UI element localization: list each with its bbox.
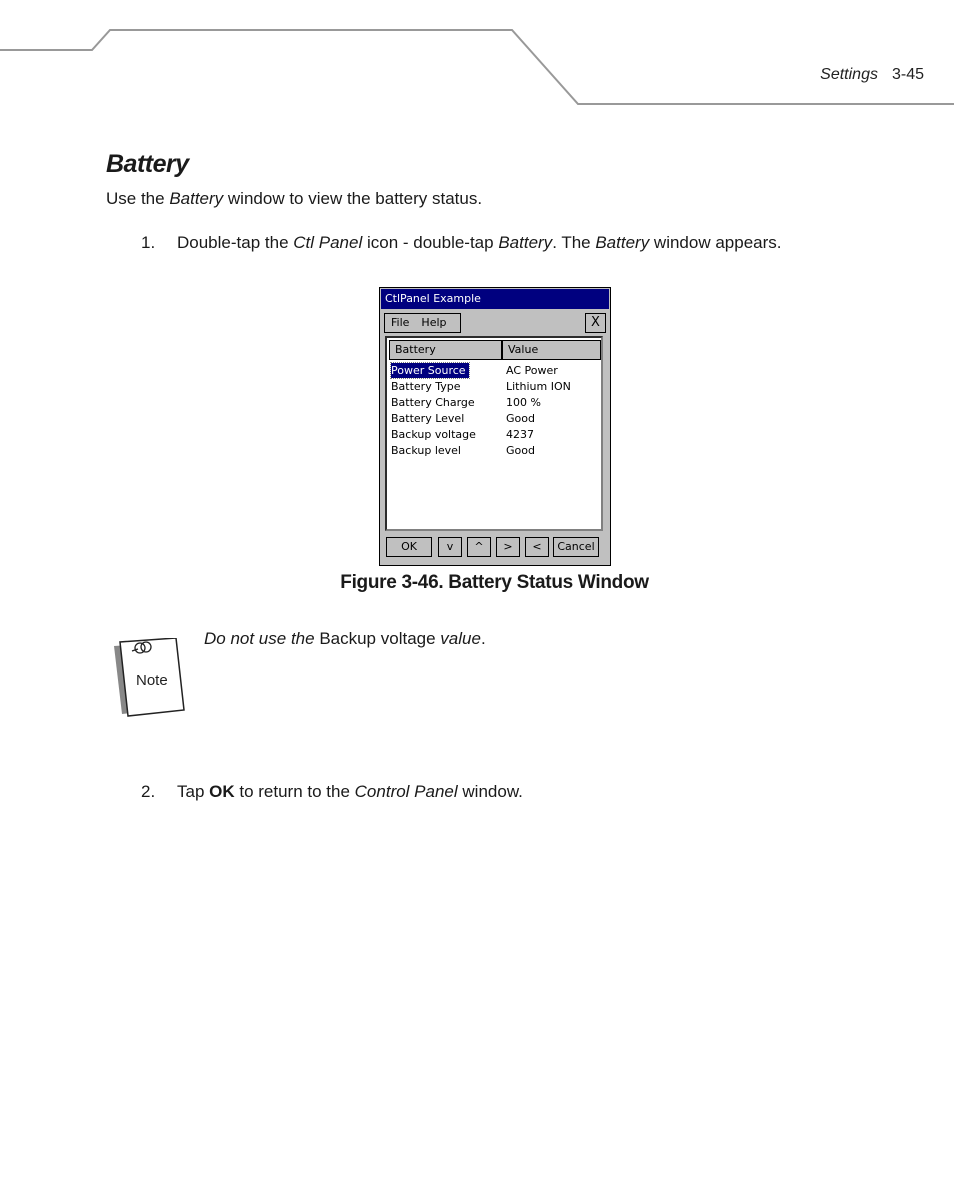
- note-italic: value: [435, 629, 481, 648]
- list-header: [389, 340, 599, 360]
- intro-text: Use the: [106, 189, 170, 208]
- note-icon-label: Note: [136, 672, 168, 689]
- step-italic: Ctl Panel: [293, 233, 363, 252]
- intro-italic: Battery: [169, 189, 224, 208]
- list-row[interactable]: [391, 443, 596, 458]
- row-key: Backup voltage: [391, 428, 476, 441]
- menu-help[interactable]: Help: [421, 316, 447, 329]
- step-number: 2.: [141, 782, 156, 801]
- row-key: Battery Charge: [391, 396, 475, 409]
- row-value: 100 %: [506, 396, 541, 409]
- header-rule: [0, 0, 954, 110]
- note-plain: .: [480, 629, 486, 648]
- note-text: [204, 629, 486, 649]
- row-value: Lithium ION: [506, 380, 571, 393]
- step-1: [141, 233, 782, 253]
- note-icon: [112, 638, 192, 723]
- page-number: 3-45: [891, 66, 924, 83]
- step-italic: Battery: [498, 233, 553, 252]
- step-text: icon - double-tap: [362, 233, 499, 252]
- running-head: [820, 66, 924, 84]
- step-bold: OK: [209, 782, 235, 801]
- section-title: Battery: [106, 150, 189, 178]
- row-value: Good: [506, 444, 535, 457]
- battery-window-screenshot: [379, 287, 611, 566]
- row-key: Battery Level: [391, 412, 465, 425]
- intro-paragraph: [106, 189, 482, 209]
- cancel-button[interactable]: Cancel: [553, 537, 599, 557]
- battery-list: [385, 336, 603, 531]
- step-2: [141, 782, 523, 802]
- step-text: to return to the: [234, 782, 355, 801]
- row-value: Good: [506, 412, 535, 425]
- step-text: window appears.: [649, 233, 782, 252]
- ok-button[interactable]: OK: [386, 537, 432, 557]
- list-row[interactable]: [391, 427, 596, 442]
- step-italic: Battery: [595, 233, 650, 252]
- list-row[interactable]: [391, 411, 596, 426]
- next-button[interactable]: >: [496, 537, 520, 557]
- list-row[interactable]: [391, 363, 596, 378]
- close-icon[interactable]: X: [585, 313, 606, 333]
- note-italic: Do not use the: [204, 629, 320, 648]
- row-value: AC Power: [506, 364, 558, 377]
- row-key: Battery Type: [391, 380, 461, 393]
- list-row[interactable]: [391, 395, 596, 410]
- list-row[interactable]: [391, 379, 596, 394]
- figure-caption: Figure 3-46. Battery Status Window: [340, 572, 649, 593]
- step-italic: Control Panel: [354, 782, 458, 801]
- menu-file[interactable]: File: [391, 316, 410, 329]
- intro-text-end: window to view the battery status.: [223, 189, 483, 208]
- column-header-value[interactable]: Value: [502, 340, 601, 360]
- up-button[interactable]: ^: [467, 537, 491, 557]
- step-text: window.: [457, 782, 523, 801]
- step-text: Tap: [177, 782, 210, 801]
- down-button[interactable]: v: [438, 537, 462, 557]
- step-number: 1.: [141, 233, 156, 252]
- step-text: Double-tap the: [177, 233, 294, 252]
- column-header-battery[interactable]: Battery: [389, 340, 502, 360]
- prev-button[interactable]: <: [525, 537, 549, 557]
- step-text: . The: [552, 233, 596, 252]
- note-plain: Backup voltage: [319, 629, 436, 648]
- row-key: Power Source: [391, 363, 469, 378]
- window-title: CtlPanel Example: [381, 289, 609, 309]
- row-key: Backup level: [391, 444, 461, 457]
- running-head-section: Settings: [820, 66, 878, 83]
- menu-bar: [384, 313, 461, 333]
- row-value: 4237: [506, 428, 534, 441]
